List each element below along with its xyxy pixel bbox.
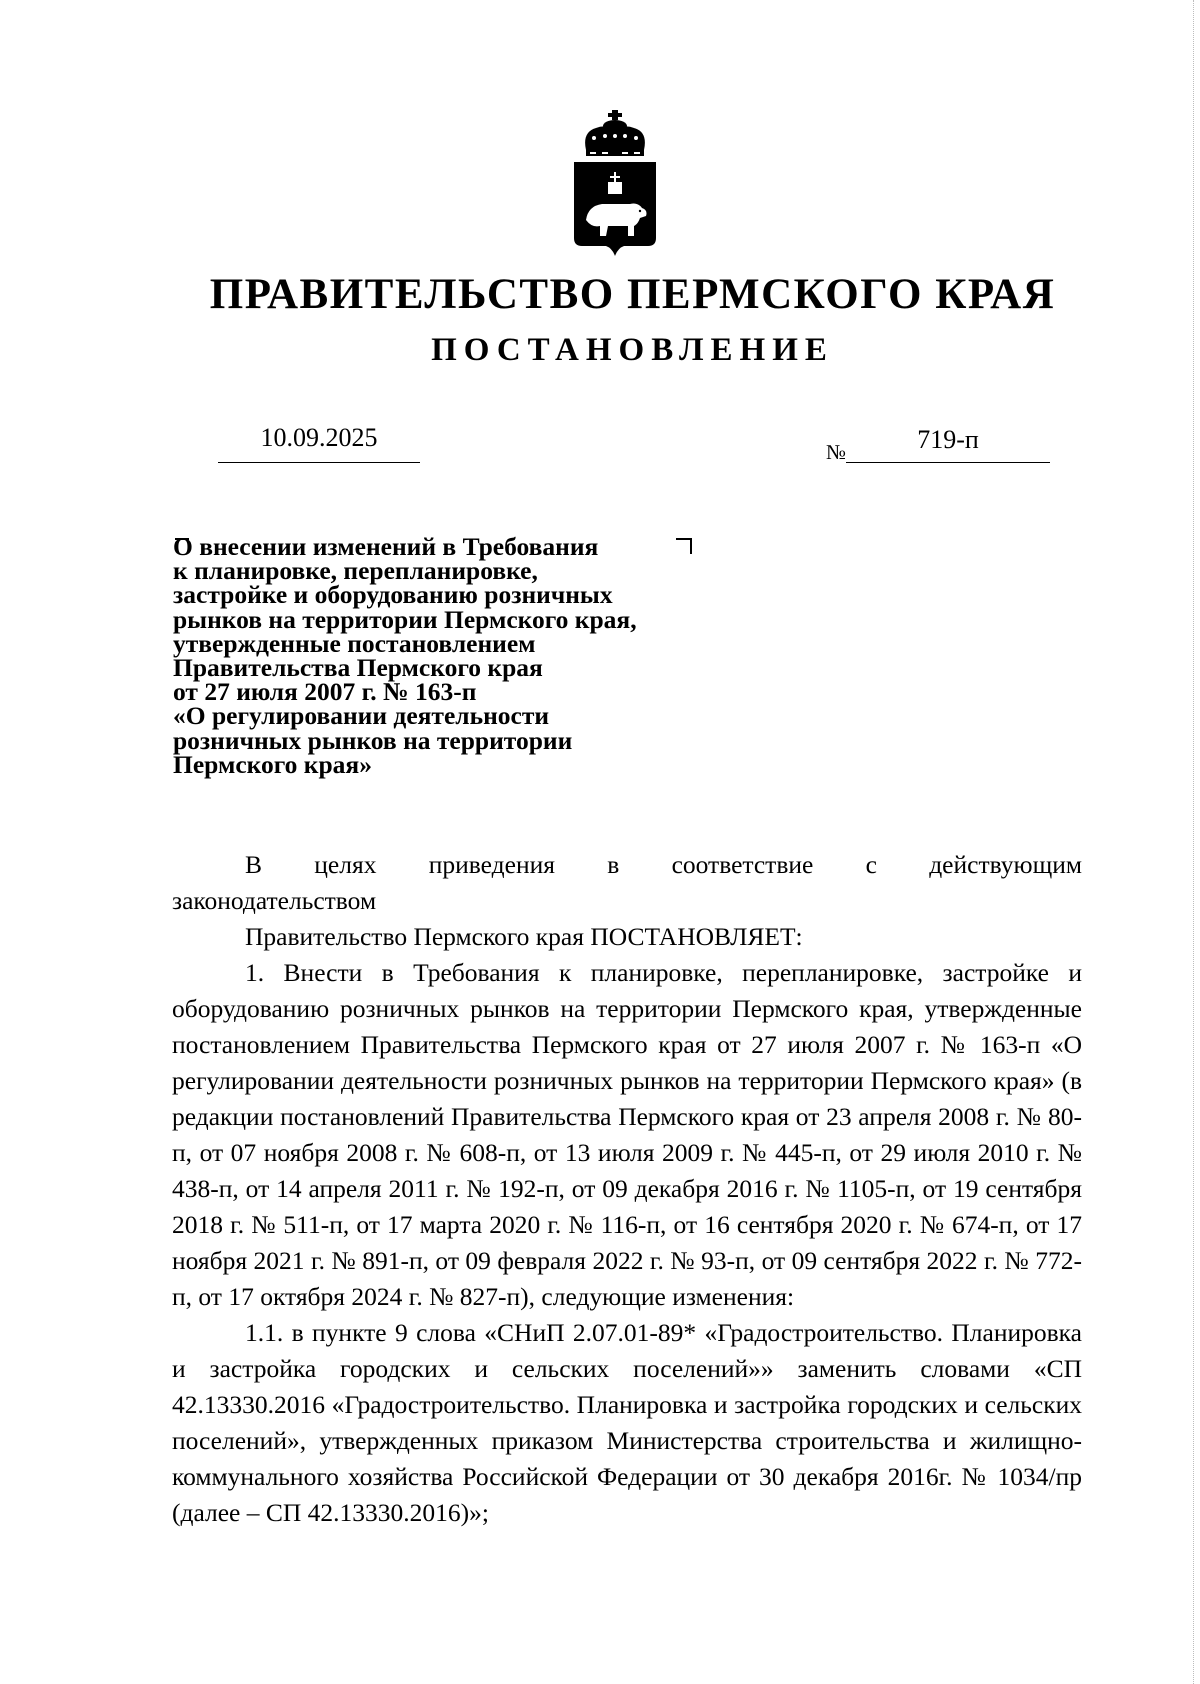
document-date: 10.09.2025 (218, 418, 420, 463)
subject-line: рынков на территории Пермского края, (173, 604, 637, 634)
body-paragraph-item-1: 1. Внести в Требования к планировке, перепланировке, застройке и оборудованию розничных рынков на территории Пермского края, утвержденные постановлением Правительства Пермского края от 27 июля 2007 г. № 163-п «О регулировании деятельности розничных рынков на территории Пермского края» (в редакции постановлений Правительства Пермского края от 23 апреля 2008 г. № 80-п, от 07 ноября 2008 г. № 608-п, от 13 июля 2009 г. № 445-п, от 29 июля 2010 г. № 438-п, от 14 апреля 2011 г. № 192-п, от 09 декабря 2016 г. № 1105-п, от 19 сентября 2018 г. № 511-п, от 17 марта 2020 г. № 116-п, от 16 сентября 2020 г. № 674-п, от 17 ноября 2021 г. № 891-п, от 09 февраля 2022 г. № 93-п, от 09 сентября 2022 г. № 772-п, от 17 октября 2024 г. № 827-п), следующие изменения: (172, 958, 1082, 1311)
body-paragraph-intro: В целях приведения в соответствие с действующим (245, 850, 1082, 879)
subject-line: к планировке, перепланировке, (173, 556, 538, 586)
subject-line: О внесении изменений в Требования (173, 532, 599, 561)
document-number: 719-п (846, 420, 1050, 463)
document-body (172, 847, 1082, 1531)
organization-title: ПРАВИТЕЛЬСТВО ПЕРМСКОГО КРАЯ (209, 271, 1056, 318)
body-paragraph-intro-cont: законодательством (172, 886, 377, 915)
subject-line: от 27 июля 2007 г. № 163-п (173, 677, 477, 707)
subject-line: Пермского края» (173, 749, 372, 779)
number-sign: № (826, 440, 847, 464)
subject-line: застройке и оборудованию розничных (173, 580, 613, 610)
body-paragraph-item-1-1: 1.1. в пункте 9 слова «СНиП 2.07.01-89* «Градостроительство. Планировка и застройка городских и сельских поселений»» заменить словами «СП 42.13330.2016 «Градостроительство. Планировка и застройка городских и сельских поселений», утвержденных приказом Министерства строительства и жилищно-коммунального хозяйства Российской Федерации от 30 декабря 2016г. № 1034/пр (далее – СП 42.13330.2016)»; (172, 1318, 1082, 1527)
body-paragraph-resolution: Правительство Пермского края ПОСТАНОВЛЯЕТ: (245, 922, 803, 951)
subject-line: розничных рынков на территории (173, 725, 573, 755)
subject-line: утвержденные постановлением (173, 628, 536, 658)
subject-line: Правительства Пермского края (173, 653, 543, 683)
document-type: ПОСТАНОВЛЕНИЕ (431, 332, 834, 368)
subject-line: «О регулировании деятельности (173, 701, 550, 731)
document-subject (173, 532, 713, 779)
perm-krai-coat-of-arms-icon (572, 110, 658, 258)
